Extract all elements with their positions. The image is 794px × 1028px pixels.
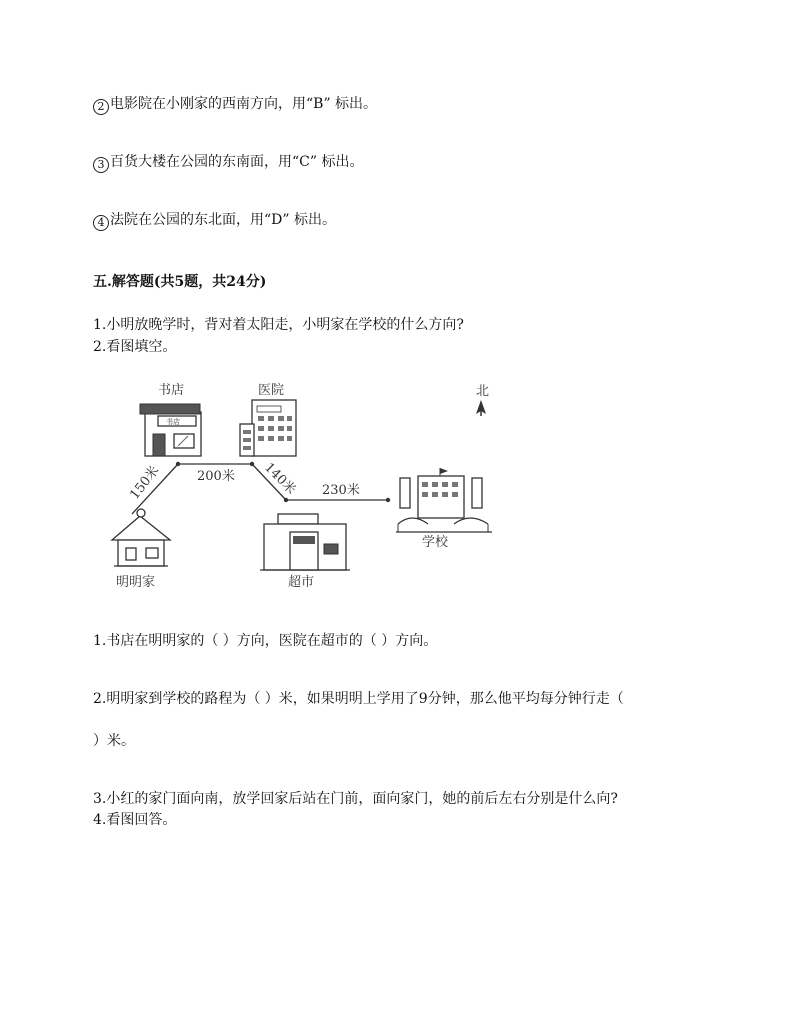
supermarket-building [260, 514, 350, 570]
distance-label-hospital-supermarket: 140米 [261, 460, 299, 498]
hospital-label: 医院 [258, 383, 285, 398]
distance-label-home-bookstore: 150米 [127, 463, 163, 503]
circled-number: 2 [93, 99, 109, 115]
item-4 [93, 211, 336, 231]
question-1: 1.小明放晚学时，背对着太阳走，小明家在学校的什么方向? [93, 317, 464, 333]
item-text: 电影院在小刚家的西南方向，用“B” 标出。 [110, 96, 378, 112]
sub-question-1: 1.书店在明明家的（ ）方向，医院在超市的（ ）方向。 [93, 633, 438, 649]
school-building [396, 468, 492, 532]
question-2: 2.看图填空。 [93, 339, 177, 355]
distance-label-supermarket-school: 230米 [322, 483, 360, 498]
north-arrow-icon [476, 384, 489, 416]
north-label: 北 [476, 384, 490, 399]
item-2 [93, 95, 377, 115]
item-text: 法院在公园的东北面，用“D” 标出。 [110, 212, 336, 228]
question-3: 3.小红的家门面向南，放学回家后站在门前，面向家门，她的前后左右分别是什么向? [93, 791, 618, 807]
supermarket-label: 超市 [288, 575, 315, 590]
mingming-home-building [112, 509, 170, 566]
mingming-home-label: 明明家 [116, 575, 156, 590]
bookstore-building [140, 404, 201, 456]
circled-number: 3 [93, 157, 109, 173]
hospital-building [240, 400, 296, 456]
circled-number: 4 [93, 215, 109, 231]
item-3 [93, 153, 363, 173]
school-label: 学校 [422, 535, 449, 550]
bookstore-label: 书店 [158, 383, 185, 398]
bookstore-sign-label: 书店 [166, 418, 180, 426]
sub-question-2-line-2: ）米。 [93, 733, 135, 749]
sub-question-2-line-1: 2.明明家到学校的路程为（ ）米，如果明明上学用了9分钟，那么他平均每分钟行走（ [93, 691, 624, 707]
map-figure [100, 376, 520, 596]
question-4: 4.看图回答。 [93, 812, 177, 828]
item-text: 百货大楼在公园的东南面，用“C” 标出。 [110, 154, 364, 170]
distance-label-bookstore-hospital: 200米 [197, 469, 235, 484]
section-title: 五.解答题(共5题，共24分) [93, 274, 267, 290]
